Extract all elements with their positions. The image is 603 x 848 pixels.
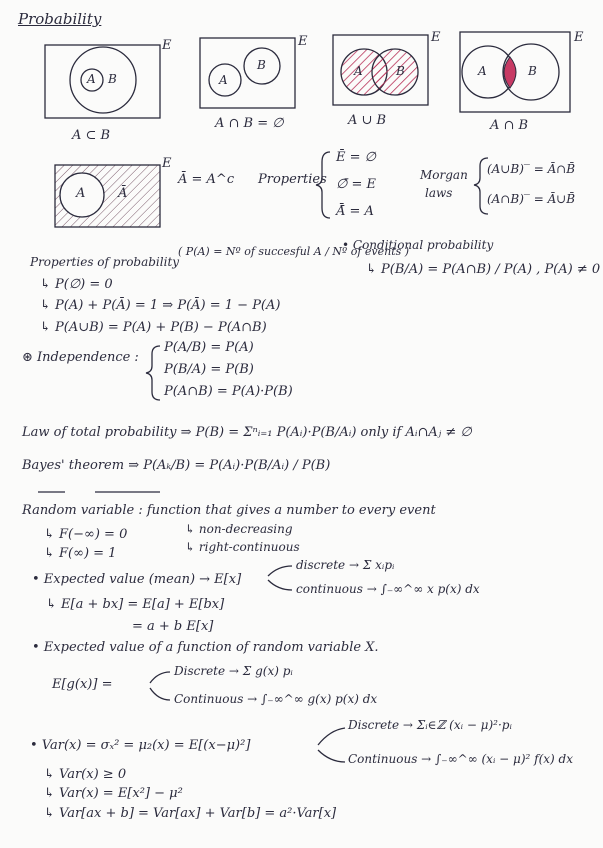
morgan-law-1: (A∪B)‾ = Ā∩B̄ <box>487 162 576 176</box>
subset-a-label: A <box>87 72 96 86</box>
intersection-b-label: B <box>528 64 537 78</box>
morgan-brace <box>474 158 488 214</box>
intersection-a-label: A <box>478 64 487 78</box>
properties-label: Properties <box>258 172 327 187</box>
set-property-3: Ā̄ = A <box>336 204 374 219</box>
prob-props-heading: Properties of probability <box>30 255 180 269</box>
expected-heading: • Expected value (mean) → E[x] <box>32 572 242 587</box>
set-e-label-5: E <box>162 156 172 171</box>
disjoint-caption: A ∩ B = ∅ <box>215 116 284 131</box>
set-property-2: ∅̄ = E <box>336 177 376 192</box>
var-branch-down <box>318 750 345 762</box>
expected-linear-1: ↳ E[a + bx] = E[a] + E[bx] <box>46 597 225 612</box>
prob-prop-2: ↳ P(A) + P(Ā) = 1 ⇒ P(Ā) = 1 − P(A) <box>40 298 281 313</box>
set-e-label-2: E <box>298 34 308 49</box>
independence-3: P(A∩B) = P(A)·P(B) <box>164 384 293 399</box>
conditional-formula: ↳ P(B/A) = P(A∩B) / P(A) , P(A) ≠ 0 <box>366 262 601 277</box>
subset-caption: A ⊂ B <box>72 128 111 143</box>
venn-intersection <box>460 32 570 112</box>
morgan-law-2: (A∩B)‾ = Ā∪B̄ <box>487 192 576 206</box>
expected-fn-lhs: E[g(x)] = <box>52 677 113 692</box>
variance-item-1: ↳ Var(x) ≥ 0 <box>44 767 127 782</box>
set-e-label-3: E <box>431 30 441 45</box>
variance-item-2: ↳ Var(x) = E[x²] − μ² <box>44 786 183 801</box>
rv-item-1: ↳ F(−∞) = 0 <box>44 527 128 542</box>
union-b-label: B <box>396 64 405 78</box>
independence-2: P(B/A) = P(B) <box>164 362 254 377</box>
bayes-theorem: Bayes' theorem ⇒ P(Aₖ/B) = P(Aᵢ)·P(B/Aᵢ) / P(B) <box>22 458 331 473</box>
rv-item-2: ↳ F(∞) = 1 <box>44 546 117 561</box>
variance-continuous: Continuous → ∫₋∞^∞ (xᵢ − μ)² f(x) dx <box>348 752 573 766</box>
expected-discrete: discrete → Σ xᵢpᵢ <box>296 558 395 572</box>
fn-branch-down <box>150 688 170 700</box>
independence-brace <box>146 346 160 400</box>
conditional-heading: • Conditional probability <box>342 238 494 252</box>
page-title: Probability <box>18 10 102 28</box>
expected-continuous: continuous → ∫₋∞^∞ x p(x) dx <box>296 582 480 596</box>
complement-abar-label: Ā <box>118 186 128 201</box>
total-probability: Law of total probability ⇒ P(B) = Σⁿᵢ₌₁ P(Aᵢ)·P(B/Aᵢ) only if Aᵢ∩Aⱼ ≠ ∅ <box>22 425 472 440</box>
intersection-caption: A ∩ B <box>490 118 529 133</box>
expected-fn-heading: • Expected value of a function of random variable X. <box>32 640 379 655</box>
prob-definition: ( P(A) = Nº of succesful A / Nº of events ) <box>178 245 410 258</box>
independence-1: P(A/B) = P(A) <box>164 340 254 355</box>
variance-main: • Var(x) = σₓ² = μ₂(x) = E[(x−μ)²] <box>30 738 251 753</box>
venn-complement <box>55 165 160 227</box>
laws-label: laws <box>425 186 453 200</box>
prob-prop-1: ↳ P(∅) = 0 <box>40 277 113 292</box>
expected-linear-2: = a + b E[x] <box>132 619 214 634</box>
set-e-label-1: E <box>162 38 172 53</box>
expected-fn-continuous: Continuous → ∫₋∞^∞ g(x) p(x) dx <box>174 692 378 706</box>
subset-b-label: B <box>108 72 117 86</box>
morgan-label: Morgan <box>420 168 468 182</box>
union-caption: A ∪ B <box>348 113 387 128</box>
variance-item-3: ↳ Var[ax + b] = Var[ax] + Var[b] = a²·Var[x] <box>44 806 337 821</box>
venn-subset <box>45 45 160 118</box>
expected-fn-discrete: Discrete → Σ g(x) pᵢ <box>174 664 293 678</box>
complement-definition: Ā = A^c <box>178 172 235 187</box>
disjoint-b-label: B <box>257 58 266 72</box>
disjoint-a-label: A <box>219 73 228 87</box>
rv-note-2: ↳ right-continuous <box>185 540 300 554</box>
complement-a-label: A <box>76 186 86 201</box>
set-e-label-4: E <box>574 30 584 45</box>
venn-union <box>333 35 428 105</box>
prob-prop-3: ↳ P(A∪B) = P(A) + P(B) − P(A∩B) <box>40 320 267 335</box>
fn-branch-up <box>150 672 170 683</box>
union-a-label: A <box>354 64 363 78</box>
variance-discrete: Discrete → Σᵢ∈ℤ (xᵢ − μ)²·pᵢ <box>348 718 512 732</box>
random-variable-heading: Random variable : function that gives a number to every event <box>22 503 436 518</box>
set-property-1: Ē = ∅ <box>336 150 376 165</box>
rv-note-1: ↳ non-decreasing <box>185 522 293 536</box>
branch-up <box>268 566 292 576</box>
venn-disjoint <box>200 38 295 108</box>
branch-down <box>268 580 292 590</box>
var-branch-up <box>318 728 345 745</box>
independence-heading: ⊛ Independence : <box>22 350 139 365</box>
